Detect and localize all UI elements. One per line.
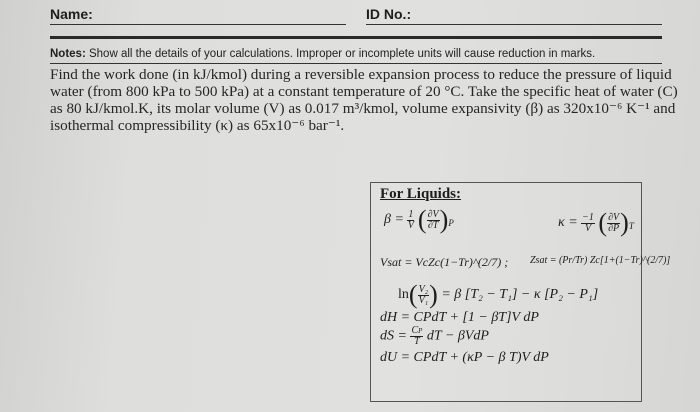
cp-over-t-fraction: $\frac{CP}{T}$ <box>411 325 423 347</box>
problem-statement <box>50 66 678 134</box>
problem-line: water (from 800 kPa to 500 kPa) at a constant temperature of 20 °C. Take the specific heat of water (C) <box>50 83 678 100</box>
notes <box>50 48 595 60</box>
neg-one-over-v-fraction: $\frac{-1}{V}$ <box>582 211 594 234</box>
problem-line: as 80 kJ/kmol.K, its molar volume (V) as 0.017 m³/kmol, volume expansivity (β) as 320x10⁻⁶ K⁻¹ and <box>50 100 676 117</box>
one-over-v-fraction: $\frac{1}{V}$ <box>407 208 414 231</box>
name-label: Name: <box>50 6 93 22</box>
vsat-formula: Vsat = VcZc(1−Tr)^(2/7) ; <box>380 255 509 269</box>
dV-dT-fraction: $\frac{\partial V}{\partial T}$ <box>427 208 439 231</box>
header-divider-thick <box>50 36 662 39</box>
name-underline <box>50 24 346 25</box>
dV-dP-fraction: $\frac{\partial V}{\partial P}$ <box>608 211 620 234</box>
v2-over-v1-fraction: $\frac{\text{V₂}}{\text{V₁}}$ <box>418 283 429 306</box>
beta-lhs: β = <box>384 212 404 228</box>
zsat-formula: Zsat = (Pr/Tr) Zc[1+(1−Tr)^(2/7)] <box>530 255 671 266</box>
dU-formula: dU = CPdT + (κP − β T)V dP <box>380 350 549 365</box>
kappa-formula: κ = $\frac{-1}{V}$ ( $\frac{\partial V}{\partial P}$ )$_T$ <box>558 208 634 237</box>
id-label: ID No.: <box>366 6 412 22</box>
problem-line: Find the work done (in kJ/kmol) during a reversible expansion process to reduce the pressure of liquid <box>50 66 672 83</box>
kappa-lhs: κ = <box>558 215 578 231</box>
ln-volume-ratio-formula: ln( $\frac{\text{V₂}}{\text{V₁}}$ ) = β [T₂ − T₁] − κ [P₂ − P₁] <box>398 280 599 309</box>
liquids-title: For Liquids: <box>380 186 461 202</box>
beta-formula: β = $\frac{1}{V}$ ( $\frac{\partial V}{\partial T}$ )$_P$ <box>384 205 454 234</box>
problem-line: isothermal compressibility (κ) as 65x10⁻⁶ bar⁻¹. <box>50 117 345 134</box>
ln-rhs: = β [T₂ − T₁] − κ [P₂ − P₁] <box>441 287 599 303</box>
dS-formula: dS = $\frac{CP}{T}$ dT − βVdP <box>380 325 489 347</box>
id-underline <box>366 24 662 25</box>
notes-label: Notes: <box>50 48 86 60</box>
notes-divider <box>50 63 662 64</box>
notes-text: Show all the details of your calculations. Improper or incomplete units will cause reduction in marks. <box>85 48 596 60</box>
dS-rhs: dT − βVdP <box>426 328 489 344</box>
dH-formula: dH = CPdT + [1 − βT]V dP <box>380 310 539 325</box>
